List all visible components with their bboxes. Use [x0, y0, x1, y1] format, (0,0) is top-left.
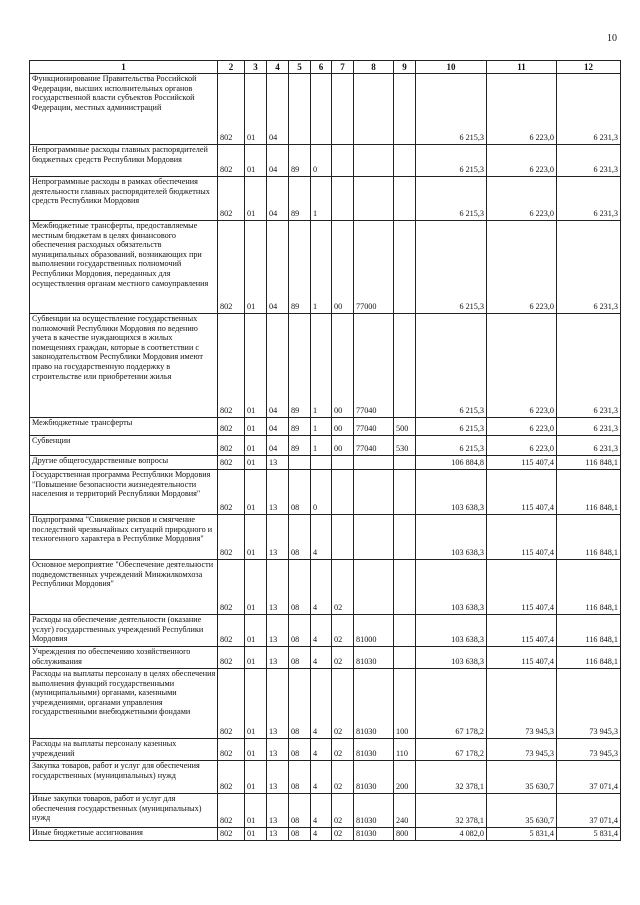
- amount-year3-cell: 6 231,3: [557, 436, 621, 456]
- subsection-cell: 13: [267, 456, 289, 470]
- section-cell: 01: [245, 669, 267, 739]
- admin-code-cell: 802: [218, 456, 245, 470]
- subprogram-cell: 1: [311, 314, 332, 418]
- admin-code-cell: 802: [218, 221, 245, 314]
- section-cell: 01: [245, 739, 267, 761]
- program-cell: 89: [289, 177, 311, 221]
- description-cell: Расходы на обеспечение деятельности (оказание услуг) государственных учреждений Республики Мордовия: [30, 615, 218, 647]
- section-cell: 01: [245, 794, 267, 828]
- amount-year2-cell: 6 223,0: [487, 74, 557, 145]
- amount-year2-cell: 73 945,3: [487, 669, 557, 739]
- amount-year3-cell: 6 231,3: [557, 145, 621, 177]
- subprogram-cell: [311, 456, 332, 470]
- amount-year3-cell: 116 848,1: [557, 470, 621, 515]
- event-cell: 02: [332, 560, 354, 615]
- description-cell: Закупка товаров, работ и услуг для обеспечения государственных (муниципальных) нужд: [30, 761, 218, 794]
- section-cell: 01: [245, 74, 267, 145]
- table-row: [30, 669, 621, 739]
- section-cell: 01: [245, 314, 267, 418]
- subprogram-cell: 4: [311, 560, 332, 615]
- subsection-cell: 04: [267, 436, 289, 456]
- expense-type-cell: [394, 221, 416, 314]
- direction-cell: 77040: [354, 418, 394, 436]
- section-cell: 01: [245, 470, 267, 515]
- column-header: 2: [218, 61, 245, 74]
- table-row: [30, 615, 621, 647]
- subprogram-cell: 0: [311, 470, 332, 515]
- table-row: [30, 314, 621, 418]
- subsection-cell: 13: [267, 515, 289, 560]
- subprogram-cell: 4: [311, 615, 332, 647]
- subprogram-cell: 4: [311, 739, 332, 761]
- event-cell: 02: [332, 739, 354, 761]
- amount-year1-cell: 32 378,1: [416, 794, 487, 828]
- subprogram-cell: 4: [311, 828, 332, 841]
- admin-code-cell: 802: [218, 515, 245, 560]
- column-header: 11: [487, 61, 557, 74]
- admin-code-cell: 802: [218, 436, 245, 456]
- header-row: [30, 61, 621, 74]
- program-cell: 89: [289, 418, 311, 436]
- event-cell: 00: [332, 436, 354, 456]
- amount-year2-cell: 73 945,3: [487, 739, 557, 761]
- subprogram-cell: 1: [311, 221, 332, 314]
- subprogram-cell: [311, 74, 332, 145]
- amount-year2-cell: 115 407,4: [487, 456, 557, 470]
- direction-cell: 77000: [354, 221, 394, 314]
- table-row: [30, 436, 621, 456]
- subsection-cell: 04: [267, 221, 289, 314]
- description-cell: Расходы на выплаты персоналу казенных учреждений: [30, 739, 218, 761]
- subprogram-cell: 4: [311, 515, 332, 560]
- subprogram-cell: 4: [311, 761, 332, 794]
- subprogram-cell: 4: [311, 669, 332, 739]
- section-cell: 01: [245, 647, 267, 669]
- expense-type-cell: [394, 314, 416, 418]
- description-cell: Функционирование Правительства Российской Федерации, высших исполнительных органов государственной власти субъектов Российской Федерации, местных администраций: [30, 74, 218, 145]
- program-cell: 08: [289, 647, 311, 669]
- amount-year3-cell: 37 071,4: [557, 794, 621, 828]
- event-cell: [332, 74, 354, 145]
- subsection-cell: 04: [267, 177, 289, 221]
- table-row: [30, 515, 621, 560]
- direction-cell: 81030: [354, 739, 394, 761]
- amount-year3-cell: 116 848,1: [557, 456, 621, 470]
- amount-year2-cell: 6 223,0: [487, 418, 557, 436]
- description-cell: Иные бюджетные ассигнования: [30, 828, 218, 841]
- column-header: 9: [394, 61, 416, 74]
- page-number: 10: [607, 33, 617, 44]
- subsection-cell: 13: [267, 669, 289, 739]
- subsection-cell: 04: [267, 74, 289, 145]
- amount-year1-cell: 67 178,2: [416, 669, 487, 739]
- amount-year1-cell: 103 638,3: [416, 560, 487, 615]
- column-header: 6: [311, 61, 332, 74]
- program-cell: [289, 74, 311, 145]
- amount-year2-cell: 115 407,4: [487, 515, 557, 560]
- amount-year3-cell: 6 231,3: [557, 177, 621, 221]
- program-cell: 89: [289, 436, 311, 456]
- amount-year2-cell: 115 407,4: [487, 647, 557, 669]
- amount-year3-cell: 116 848,1: [557, 615, 621, 647]
- program-cell: 08: [289, 560, 311, 615]
- amount-year2-cell: 115 407,4: [487, 615, 557, 647]
- program-cell: 89: [289, 145, 311, 177]
- amount-year2-cell: 115 407,4: [487, 560, 557, 615]
- column-header: 5: [289, 61, 311, 74]
- section-cell: 01: [245, 761, 267, 794]
- expense-type-cell: [394, 145, 416, 177]
- column-header: 12: [557, 61, 621, 74]
- admin-code-cell: 802: [218, 560, 245, 615]
- admin-code-cell: 802: [218, 794, 245, 828]
- description-cell: Расходы на выплаты персоналу в целях обеспечения выполнения функций государственными (муниципальными) органами, казенными учреждениями, органами управления государственными внебюджетными фондами: [30, 669, 218, 739]
- column-header: 4: [267, 61, 289, 74]
- expense-type-cell: 800: [394, 828, 416, 841]
- budget-table: [29, 60, 621, 841]
- amount-year3-cell: 116 848,1: [557, 560, 621, 615]
- subprogram-cell: 4: [311, 794, 332, 828]
- amount-year3-cell: 73 945,3: [557, 669, 621, 739]
- amount-year1-cell: 6 215,3: [416, 74, 487, 145]
- description-cell: Иные закупки товаров, работ и услуг для обеспечения государственных (муниципальных) нужд: [30, 794, 218, 828]
- subsection-cell: 04: [267, 314, 289, 418]
- expense-type-cell: [394, 515, 416, 560]
- description-cell: Непрограммные расходы главных распорядителей бюджетных средств Республики Мордовия: [30, 145, 218, 177]
- amount-year1-cell: 103 638,3: [416, 470, 487, 515]
- program-cell: [289, 456, 311, 470]
- expense-type-cell: [394, 456, 416, 470]
- admin-code-cell: 802: [218, 615, 245, 647]
- admin-code-cell: 802: [218, 145, 245, 177]
- section-cell: 01: [245, 615, 267, 647]
- direction-cell: [354, 515, 394, 560]
- direction-cell: 81000: [354, 615, 394, 647]
- event-cell: [332, 456, 354, 470]
- expense-type-cell: 110: [394, 739, 416, 761]
- amount-year1-cell: 103 638,3: [416, 615, 487, 647]
- subprogram-cell: 4: [311, 647, 332, 669]
- admin-code-cell: 802: [218, 739, 245, 761]
- direction-cell: 81030: [354, 761, 394, 794]
- amount-year1-cell: 6 215,3: [416, 436, 487, 456]
- section-cell: 01: [245, 145, 267, 177]
- description-cell: Межбюджетные трансферты, предоставляемые местным бюджетам в целях финансового обеспечения расходных обязательств муниципальных образований, возникающих при выполнении государственных полномочий Республики Мордовия, переданных для осуществления органам местного самоуправления: [30, 221, 218, 314]
- direction-cell: [354, 145, 394, 177]
- expense-type-cell: [394, 647, 416, 669]
- direction-cell: [354, 456, 394, 470]
- direction-cell: [354, 560, 394, 615]
- amount-year3-cell: 6 231,3: [557, 74, 621, 145]
- table-row: [30, 761, 621, 794]
- event-cell: 02: [332, 828, 354, 841]
- program-cell: 08: [289, 828, 311, 841]
- direction-cell: 81030: [354, 669, 394, 739]
- table-row: [30, 145, 621, 177]
- event-cell: [332, 515, 354, 560]
- event-cell: 02: [332, 615, 354, 647]
- subsection-cell: 13: [267, 647, 289, 669]
- admin-code-cell: 802: [218, 669, 245, 739]
- section-cell: 01: [245, 221, 267, 314]
- subprogram-cell: 1: [311, 177, 332, 221]
- description-cell: Субвенции на осуществление государственных полномочий Республики Мордовия по ведению учета в качестве нуждающихся в жилых помещениях граждан, которые в соответствии с законодательством Республики Мордовия имеют право на государственную поддержку в строительстве или приобретении жилья: [30, 314, 218, 418]
- expense-type-cell: [394, 560, 416, 615]
- table-row: [30, 221, 621, 314]
- column-header: 7: [332, 61, 354, 74]
- column-header: 10: [416, 61, 487, 74]
- amount-year1-cell: 6 215,3: [416, 177, 487, 221]
- amount-year3-cell: 6 231,3: [557, 418, 621, 436]
- admin-code-cell: 802: [218, 418, 245, 436]
- table-row: [30, 456, 621, 470]
- description-cell: Учреждения по обеспечению хозяйственного обслуживания: [30, 647, 218, 669]
- admin-code-cell: 802: [218, 470, 245, 515]
- amount-year2-cell: 5 831,4: [487, 828, 557, 841]
- event-cell: 02: [332, 794, 354, 828]
- amount-year2-cell: 6 223,0: [487, 314, 557, 418]
- amount-year3-cell: 37 071,4: [557, 761, 621, 794]
- amount-year1-cell: 32 378,1: [416, 761, 487, 794]
- description-cell: Непрограммные расходы в рамках обеспечения деятельности главных распорядителей бюджетных средств Республики Мордовия: [30, 177, 218, 221]
- expense-type-cell: 530: [394, 436, 416, 456]
- event-cell: 02: [332, 761, 354, 794]
- amount-year2-cell: 35 630,7: [487, 761, 557, 794]
- table-row: [30, 418, 621, 436]
- expense-type-cell: 100: [394, 669, 416, 739]
- program-cell: 89: [289, 221, 311, 314]
- event-cell: [332, 177, 354, 221]
- admin-code-cell: 802: [218, 828, 245, 841]
- subsection-cell: 13: [267, 615, 289, 647]
- table-row: [30, 828, 621, 841]
- event-cell: 02: [332, 647, 354, 669]
- admin-code-cell: 802: [218, 74, 245, 145]
- subprogram-cell: 1: [311, 436, 332, 456]
- amount-year1-cell: 106 884,8: [416, 456, 487, 470]
- amount-year1-cell: 103 638,3: [416, 515, 487, 560]
- event-cell: 00: [332, 221, 354, 314]
- amount-year2-cell: 6 223,0: [487, 221, 557, 314]
- admin-code-cell: 802: [218, 647, 245, 669]
- section-cell: 01: [245, 515, 267, 560]
- program-cell: 08: [289, 669, 311, 739]
- column-header: 8: [354, 61, 394, 74]
- expense-type-cell: [394, 74, 416, 145]
- direction-cell: 81030: [354, 828, 394, 841]
- subsection-cell: 13: [267, 739, 289, 761]
- section-cell: 01: [245, 418, 267, 436]
- amount-year1-cell: 6 215,3: [416, 418, 487, 436]
- event-cell: 00: [332, 418, 354, 436]
- amount-year3-cell: 73 945,3: [557, 739, 621, 761]
- amount-year2-cell: 6 223,0: [487, 436, 557, 456]
- subprogram-cell: 1: [311, 418, 332, 436]
- expense-type-cell: 500: [394, 418, 416, 436]
- event-cell: [332, 145, 354, 177]
- direction-cell: 77040: [354, 436, 394, 456]
- direction-cell: [354, 177, 394, 221]
- direction-cell: 81030: [354, 794, 394, 828]
- section-cell: 01: [245, 560, 267, 615]
- table-row: [30, 560, 621, 615]
- description-cell: Основное мероприятие "Обеспечение деятельности подведомственных учреждений Минжилкомхоза Республики Мордовия": [30, 560, 218, 615]
- subsection-cell: 13: [267, 761, 289, 794]
- table-row: [30, 794, 621, 828]
- program-cell: 08: [289, 739, 311, 761]
- expense-type-cell: 240: [394, 794, 416, 828]
- subsection-cell: 13: [267, 470, 289, 515]
- amount-year1-cell: 6 215,3: [416, 314, 487, 418]
- direction-cell: 77040: [354, 314, 394, 418]
- description-cell: Субвенции: [30, 436, 218, 456]
- amount-year1-cell: 6 215,3: [416, 145, 487, 177]
- subsection-cell: 04: [267, 145, 289, 177]
- admin-code-cell: 802: [218, 177, 245, 221]
- admin-code-cell: 802: [218, 761, 245, 794]
- section-cell: 01: [245, 456, 267, 470]
- direction-cell: [354, 74, 394, 145]
- subsection-cell: 04: [267, 418, 289, 436]
- admin-code-cell: 802: [218, 314, 245, 418]
- program-cell: 08: [289, 761, 311, 794]
- expense-type-cell: [394, 615, 416, 647]
- event-cell: 02: [332, 669, 354, 739]
- amount-year1-cell: 67 178,2: [416, 739, 487, 761]
- direction-cell: 81030: [354, 647, 394, 669]
- amount-year3-cell: 116 848,1: [557, 515, 621, 560]
- table-row: [30, 177, 621, 221]
- description-cell: Межбюджетные трансферты: [30, 418, 218, 436]
- table-row: [30, 74, 621, 145]
- column-header: 1: [30, 61, 218, 74]
- program-cell: 08: [289, 615, 311, 647]
- expense-type-cell: [394, 177, 416, 221]
- program-cell: 89: [289, 314, 311, 418]
- expense-type-cell: [394, 470, 416, 515]
- program-cell: 08: [289, 470, 311, 515]
- subsection-cell: 13: [267, 560, 289, 615]
- description-cell: Другие общегосударственные вопросы: [30, 456, 218, 470]
- section-cell: 01: [245, 436, 267, 456]
- amount-year2-cell: 6 223,0: [487, 177, 557, 221]
- column-header: 3: [245, 61, 267, 74]
- program-cell: 08: [289, 794, 311, 828]
- amount-year2-cell: 115 407,4: [487, 470, 557, 515]
- subsection-cell: 13: [267, 794, 289, 828]
- amount-year2-cell: 35 630,7: [487, 794, 557, 828]
- table-row: [30, 739, 621, 761]
- amount-year3-cell: 6 231,3: [557, 314, 621, 418]
- amount-year1-cell: 6 215,3: [416, 221, 487, 314]
- event-cell: 00: [332, 314, 354, 418]
- amount-year3-cell: 116 848,1: [557, 647, 621, 669]
- description-cell: Государственная программа Республики Мордовия "Повышение безопасности жизнедеятельности населения и территорий Республики Мордовия": [30, 470, 218, 515]
- amount-year3-cell: 6 231,3: [557, 221, 621, 314]
- table-row: [30, 647, 621, 669]
- amount-year2-cell: 6 223,0: [487, 145, 557, 177]
- section-cell: 01: [245, 177, 267, 221]
- direction-cell: [354, 470, 394, 515]
- amount-year3-cell: 5 831,4: [557, 828, 621, 841]
- section-cell: 01: [245, 828, 267, 841]
- event-cell: [332, 470, 354, 515]
- program-cell: 08: [289, 515, 311, 560]
- expense-type-cell: 200: [394, 761, 416, 794]
- amount-year1-cell: 4 082,0: [416, 828, 487, 841]
- subsection-cell: 13: [267, 828, 289, 841]
- description-cell: Подпрограмма "Снижение рисков и смягчение последствий чрезвычайных ситуаций природного и техногенного характера в Республике Мордовия": [30, 515, 218, 560]
- amount-year1-cell: 103 638,3: [416, 647, 487, 669]
- table-row: [30, 470, 621, 515]
- subprogram-cell: 0: [311, 145, 332, 177]
